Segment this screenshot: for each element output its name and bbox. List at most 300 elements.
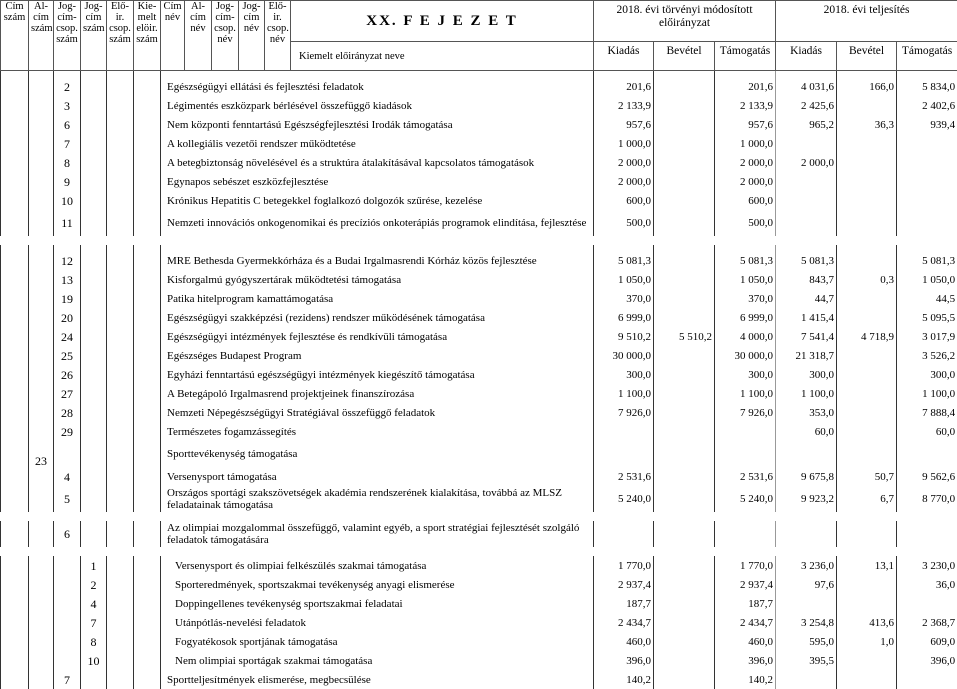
code-cell — [1, 556, 29, 575]
value-cell: 60,0 — [776, 422, 837, 441]
value-cell: 5 834,0 — [897, 71, 957, 97]
col-header-kiadas-1: Kiadás — [594, 42, 654, 71]
col-header-eloir-csop-nev: Elő-ir. csop. név — [265, 1, 291, 71]
value-cell: 140,2 — [594, 670, 654, 689]
code-cell — [81, 245, 107, 270]
code-cell — [134, 365, 161, 384]
value-cell — [837, 308, 897, 327]
value-cell: 300,0 — [897, 365, 957, 384]
appropriation-name: Sporttevékenység támogatása — [161, 441, 594, 467]
value-cell: 396,0 — [715, 651, 776, 670]
code-cell — [1, 153, 29, 172]
code-cell — [29, 556, 54, 575]
code-cell: 12 — [54, 245, 81, 270]
code-cell — [134, 210, 161, 236]
code-cell: 8 — [54, 153, 81, 172]
code-cell — [29, 115, 54, 134]
value-cell — [654, 384, 715, 403]
value-cell: 1 100,0 — [776, 384, 837, 403]
code-cell — [81, 289, 107, 308]
col-header-alcim-nev: Al-cím név — [185, 1, 212, 71]
code-cell: 8 — [81, 632, 107, 651]
value-cell: 1 050,0 — [594, 270, 654, 289]
code-cell — [29, 632, 54, 651]
code-cell — [107, 651, 134, 670]
value-cell — [837, 575, 897, 594]
code-cell — [1, 308, 29, 327]
value-cell: 4 000,0 — [715, 327, 776, 346]
code-cell — [107, 210, 134, 236]
code-cell: 9 — [54, 172, 81, 191]
code-cell — [1, 651, 29, 670]
value-cell: 5 081,3 — [776, 245, 837, 270]
value-cell: 4 718,9 — [837, 327, 897, 346]
value-cell — [897, 441, 957, 467]
value-cell: 2 000,0 — [715, 172, 776, 191]
table-row — [1, 153, 957, 172]
appropriation-name: Kisforgalmú gyógyszertárak működtetési támogatása — [161, 270, 594, 289]
value-cell: 2 000,0 — [594, 153, 654, 172]
code-cell — [134, 403, 161, 422]
code-cell — [1, 403, 29, 422]
value-cell: 0,3 — [837, 270, 897, 289]
appropriation-name: A kollegiális vezetői rendszer működtetése — [161, 134, 594, 153]
code-cell — [29, 594, 54, 613]
col-header-cim-szam: Cím szám — [1, 1, 29, 71]
code-cell — [134, 486, 161, 512]
value-cell: 370,0 — [594, 289, 654, 308]
appropriation-name: Nem központi fenntartású Egészségfejlesztési Irodák támogatása — [161, 115, 594, 134]
value-cell: 44,7 — [776, 289, 837, 308]
value-cell — [837, 403, 897, 422]
table-row — [1, 384, 957, 403]
code-cell — [81, 467, 107, 486]
code-cell — [29, 153, 54, 172]
value-cell — [654, 632, 715, 651]
value-cell: 500,0 — [715, 210, 776, 236]
value-cell: 2 425,6 — [776, 96, 837, 115]
col-header-bevetel-1: Bevétel — [654, 42, 715, 71]
value-cell: 370,0 — [715, 289, 776, 308]
value-cell: 1 050,0 — [715, 270, 776, 289]
value-cell: 5 081,3 — [897, 245, 957, 270]
code-cell: 28 — [54, 403, 81, 422]
code-cell — [1, 670, 29, 689]
value-cell: 353,0 — [776, 403, 837, 422]
value-cell: 2 133,9 — [594, 96, 654, 115]
value-cell: 5 510,2 — [654, 327, 715, 346]
value-cell — [897, 172, 957, 191]
code-cell — [81, 270, 107, 289]
page-break-gap — [1, 547, 957, 556]
col-header-kiadas-2: Kiadás — [776, 42, 837, 71]
code-cell — [107, 245, 134, 270]
value-cell: 36,3 — [837, 115, 897, 134]
value-cell: 1 100,0 — [594, 384, 654, 403]
value-cell: 1,0 — [837, 632, 897, 651]
col-header-bevetel-2: Bevétel — [837, 42, 897, 71]
table-row — [1, 651, 957, 670]
value-cell — [594, 422, 654, 441]
value-cell: 300,0 — [594, 365, 654, 384]
table-row — [1, 575, 957, 594]
code-cell: 7 — [54, 134, 81, 153]
code-cell — [134, 289, 161, 308]
table-row — [1, 96, 957, 115]
value-cell — [654, 191, 715, 210]
code-cell — [29, 96, 54, 115]
code-cell: 20 — [54, 308, 81, 327]
table-row — [1, 134, 957, 153]
value-cell: 4 031,6 — [776, 71, 837, 97]
code-cell — [134, 172, 161, 191]
code-cell: 25 — [54, 346, 81, 365]
col-header-tamogatas-2: Támogatás — [897, 42, 957, 71]
code-cell — [134, 556, 161, 575]
value-cell: 166,0 — [837, 71, 897, 97]
code-cell: 10 — [81, 651, 107, 670]
value-cell: 187,7 — [715, 594, 776, 613]
value-cell — [837, 365, 897, 384]
value-cell — [776, 210, 837, 236]
value-cell: 7 926,0 — [715, 403, 776, 422]
value-cell: 6 999,0 — [594, 308, 654, 327]
value-cell: 3 526,2 — [897, 346, 957, 365]
value-cell — [654, 71, 715, 97]
code-cell — [54, 651, 81, 670]
value-cell — [654, 245, 715, 270]
page-break-gap — [1, 512, 957, 521]
appropriation-name: Nem olimpiai sportágak szakmai támogatása — [161, 651, 594, 670]
value-cell: 413,6 — [837, 613, 897, 632]
code-cell — [134, 670, 161, 689]
code-cell — [29, 308, 54, 327]
table-row — [1, 632, 957, 651]
code-cell: 1 — [81, 556, 107, 575]
appropriation-name: Egynapos sebészet eszközfejlesztése — [161, 172, 594, 191]
code-cell — [29, 71, 54, 97]
value-cell — [654, 365, 715, 384]
value-cell: 5 081,3 — [594, 245, 654, 270]
code-cell — [134, 521, 161, 547]
value-cell — [654, 308, 715, 327]
table-row — [1, 210, 957, 236]
code-cell — [54, 575, 81, 594]
table-row — [1, 670, 957, 689]
value-cell — [654, 153, 715, 172]
code-cell — [54, 594, 81, 613]
value-cell: 1 100,0 — [715, 384, 776, 403]
appropriation-name: Sporteredmények, sportszakmai tevékenység anyagi elismerése — [161, 575, 594, 594]
appropriation-name: A betegbiztonság növelésével és a struktúra átalakításával kapcsolatos támogatások — [161, 153, 594, 172]
appropriation-name: A Betegápoló Irgalmasrend projektjeinek finanszírozása — [161, 384, 594, 403]
value-cell — [654, 670, 715, 689]
code-cell — [29, 327, 54, 346]
code-cell: 24 — [54, 327, 81, 346]
col-header-cim-nev: Cím név — [161, 1, 185, 71]
table-row — [1, 422, 957, 441]
code-cell — [29, 422, 54, 441]
code-cell — [29, 384, 54, 403]
code-cell — [1, 210, 29, 236]
value-cell — [654, 346, 715, 365]
value-cell — [776, 670, 837, 689]
table-row — [1, 172, 957, 191]
code-cell — [81, 403, 107, 422]
code-cell — [134, 346, 161, 365]
value-cell: 2 937,4 — [715, 575, 776, 594]
value-cell: 3 230,0 — [897, 556, 957, 575]
value-cell — [776, 521, 837, 547]
appropriation-name: Nemzeti Népegészségügyi Stratégiával összefüggő feladatok — [161, 403, 594, 422]
code-cell — [1, 422, 29, 441]
code-cell — [81, 115, 107, 134]
code-cell — [1, 441, 29, 467]
code-cell — [29, 172, 54, 191]
code-cell — [81, 521, 107, 547]
value-cell — [776, 191, 837, 210]
code-cell — [29, 134, 54, 153]
code-cell: 29 — [54, 422, 81, 441]
value-cell — [776, 172, 837, 191]
value-cell — [837, 289, 897, 308]
code-cell — [1, 172, 29, 191]
value-cell: 2 000,0 — [776, 153, 837, 172]
value-cell — [837, 172, 897, 191]
value-cell: 2 937,4 — [594, 575, 654, 594]
table-row — [1, 289, 957, 308]
value-cell — [776, 441, 837, 467]
code-cell — [107, 441, 134, 467]
code-cell: 4 — [81, 594, 107, 613]
value-cell: 13,1 — [837, 556, 897, 575]
code-cell — [81, 308, 107, 327]
appropriation-name: Országos sportági szakszövetségek akadémia rendszerének kialakítása, továbbá az MLSZ feladatainak támogatása — [161, 486, 594, 512]
code-cell — [29, 210, 54, 236]
value-cell: 600,0 — [594, 191, 654, 210]
code-cell — [1, 327, 29, 346]
value-cell: 3 236,0 — [776, 556, 837, 575]
appropriation-name: Egészségügyi ellátási és fejlesztési feladatok — [161, 71, 594, 97]
table-row — [1, 115, 957, 134]
code-cell — [29, 270, 54, 289]
value-cell — [837, 153, 897, 172]
code-cell — [81, 422, 107, 441]
code-cell — [134, 153, 161, 172]
code-cell — [81, 96, 107, 115]
code-cell — [1, 115, 29, 134]
value-cell: 8 770,0 — [897, 486, 957, 512]
code-cell: 6 — [54, 115, 81, 134]
code-cell — [107, 308, 134, 327]
value-cell — [897, 594, 957, 613]
code-cell — [29, 651, 54, 670]
value-cell — [654, 556, 715, 575]
value-cell: 957,6 — [715, 115, 776, 134]
code-cell — [81, 153, 107, 172]
code-cell — [81, 210, 107, 236]
appropriation-name: Utánpótlás-nevelési feladatok — [161, 613, 594, 632]
value-cell: 60,0 — [897, 422, 957, 441]
code-cell: 13 — [54, 270, 81, 289]
code-cell — [54, 556, 81, 575]
code-cell: 27 — [54, 384, 81, 403]
value-cell: 21 318,7 — [776, 346, 837, 365]
code-cell — [107, 521, 134, 547]
table-row — [1, 346, 957, 365]
code-cell — [134, 422, 161, 441]
code-cell — [29, 365, 54, 384]
value-cell: 2 368,7 — [897, 613, 957, 632]
value-cell — [654, 96, 715, 115]
value-cell: 2 402,6 — [897, 96, 957, 115]
code-cell — [81, 441, 107, 467]
code-cell — [107, 270, 134, 289]
code-cell — [81, 365, 107, 384]
value-cell: 9 562,6 — [897, 467, 957, 486]
code-cell — [134, 96, 161, 115]
value-cell: 187,7 — [594, 594, 654, 613]
value-cell — [897, 191, 957, 210]
value-cell: 9 510,2 — [594, 327, 654, 346]
code-cell — [1, 270, 29, 289]
value-cell: 1 050,0 — [897, 270, 957, 289]
appropriation-name: Egyházi fenntartású egészségügyi intézmények kiegészítő támogatása — [161, 365, 594, 384]
code-cell — [1, 346, 29, 365]
code-cell — [107, 172, 134, 191]
code-cell: 19 — [54, 289, 81, 308]
code-cell — [29, 486, 54, 512]
value-cell — [715, 441, 776, 467]
value-cell — [837, 670, 897, 689]
code-cell — [54, 632, 81, 651]
code-cell — [107, 153, 134, 172]
table-row — [1, 245, 957, 270]
code-cell — [134, 441, 161, 467]
value-cell: 1 770,0 — [594, 556, 654, 575]
code-cell — [1, 245, 29, 270]
code-cell — [81, 134, 107, 153]
code-cell — [107, 327, 134, 346]
appropriation-name: Doppingellenes tevékenység sportszakmai feladatai — [161, 594, 594, 613]
code-cell: 2 — [81, 575, 107, 594]
value-cell: 36,0 — [897, 575, 957, 594]
col-header-jogcimcsop-szam: Jog-cím-csop. szám — [54, 1, 81, 71]
code-cell — [134, 467, 161, 486]
code-cell — [134, 308, 161, 327]
value-cell: 2 531,6 — [594, 467, 654, 486]
code-cell — [134, 613, 161, 632]
group-header-modified-appropriation: 2018. évi törvényi módosított előirányzat — [594, 1, 776, 42]
code-cell — [29, 575, 54, 594]
value-cell: 201,6 — [594, 71, 654, 97]
code-cell — [107, 96, 134, 115]
value-cell — [654, 210, 715, 236]
code-cell — [107, 365, 134, 384]
value-cell: 30 000,0 — [594, 346, 654, 365]
code-cell — [1, 96, 29, 115]
code-cell — [107, 556, 134, 575]
code-cell — [134, 632, 161, 651]
table-row — [1, 613, 957, 632]
gap-cell — [1, 512, 957, 521]
col-header-jogcim-nev: Jog-cím név — [239, 1, 265, 71]
code-cell — [107, 486, 134, 512]
value-cell — [654, 270, 715, 289]
value-cell — [837, 594, 897, 613]
code-cell — [1, 486, 29, 512]
col-header-jogcim-szam: Jog-cím szám — [81, 1, 107, 71]
appropriation-name: Légimentés eszközpark bérlésével összefüggő kiadások — [161, 96, 594, 115]
value-cell: 7 541,4 — [776, 327, 837, 346]
appropriation-name: Egészségügyi szakképzési (rezidens) rendszer működésének támogatása — [161, 308, 594, 327]
code-cell — [1, 521, 29, 547]
value-cell: 97,6 — [776, 575, 837, 594]
code-cell — [29, 289, 54, 308]
code-cell — [29, 403, 54, 422]
code-cell — [1, 613, 29, 632]
value-cell — [594, 521, 654, 547]
code-cell — [29, 467, 54, 486]
appropriation-name: Egészséges Budapest Program — [161, 346, 594, 365]
value-cell: 9 675,8 — [776, 467, 837, 486]
code-cell — [81, 327, 107, 346]
table-row — [1, 521, 957, 547]
appropriation-name: Sportteljesítmények elismerése, megbecsülése — [161, 670, 594, 689]
value-cell: 5 240,0 — [594, 486, 654, 512]
code-cell — [134, 594, 161, 613]
code-cell: 26 — [54, 365, 81, 384]
value-cell — [837, 422, 897, 441]
gap-cell — [1, 547, 957, 556]
code-cell — [81, 670, 107, 689]
code-cell — [134, 71, 161, 97]
value-cell: 201,6 — [715, 71, 776, 97]
appropriation-name: Egészségügyi intézmények fejlesztése és rendkívüli támogatása — [161, 327, 594, 346]
value-cell — [897, 134, 957, 153]
code-cell: 3 — [54, 96, 81, 115]
col-header-name: Kiemelt előirányzat neve — [291, 42, 594, 71]
appropriation-name: Fogyatékosok sportjának támogatása — [161, 632, 594, 651]
code-cell — [29, 521, 54, 547]
value-cell: 50,7 — [837, 467, 897, 486]
value-cell — [715, 422, 776, 441]
code-cell — [107, 575, 134, 594]
table-row — [1, 441, 957, 467]
value-cell: 500,0 — [594, 210, 654, 236]
value-cell: 843,7 — [776, 270, 837, 289]
code-cell — [1, 71, 29, 97]
appropriation-name: Versenysport és olimpiai felkészülés szakmai támogatása — [161, 556, 594, 575]
code-cell: 7 — [54, 670, 81, 689]
value-cell — [654, 115, 715, 134]
code-cell — [54, 613, 81, 632]
code-cell — [107, 613, 134, 632]
value-cell — [654, 613, 715, 632]
value-cell: 300,0 — [776, 365, 837, 384]
value-cell — [594, 441, 654, 467]
value-cell — [654, 521, 715, 547]
code-cell — [29, 670, 54, 689]
value-cell — [837, 346, 897, 365]
value-cell: 965,2 — [776, 115, 837, 134]
value-cell — [654, 172, 715, 191]
table-row — [1, 467, 957, 486]
group-header-performance: 2018. évi teljesítés — [776, 1, 957, 42]
table-row — [1, 308, 957, 327]
code-cell — [81, 71, 107, 97]
code-cell: 6 — [54, 521, 81, 547]
